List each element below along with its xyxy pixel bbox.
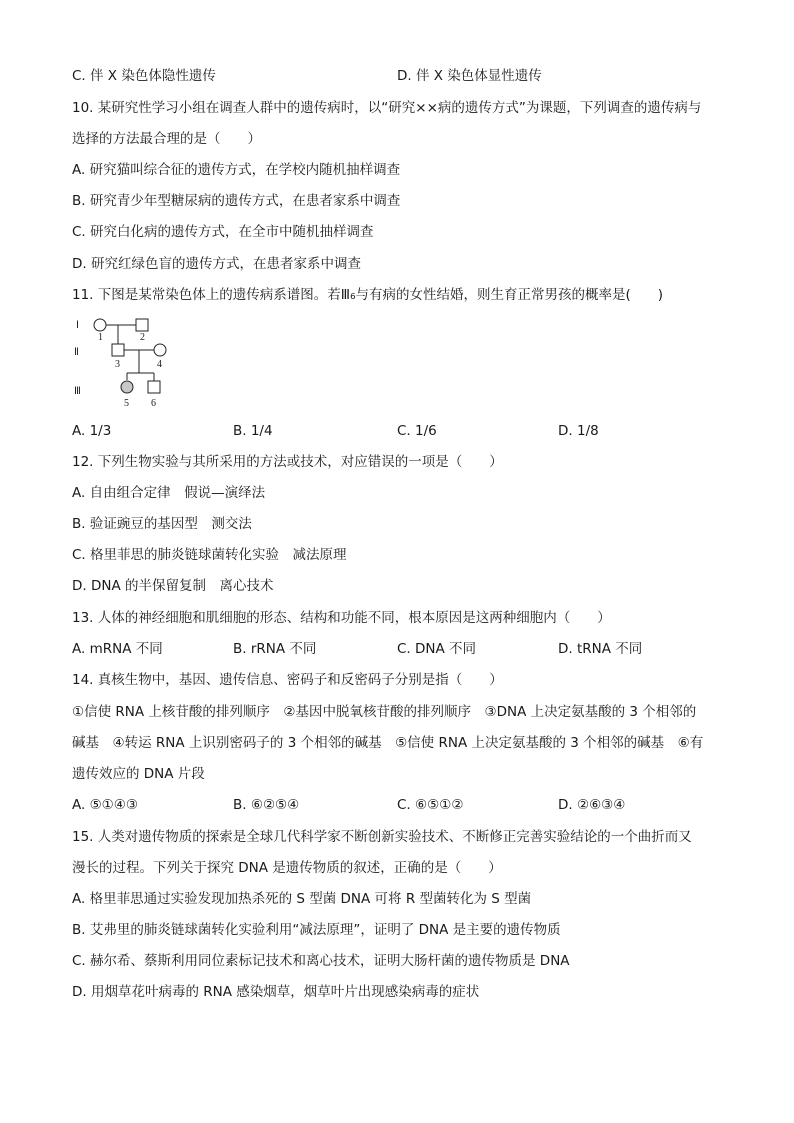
q11-option-b: B. 1/4 [233,423,273,439]
q11-stem: 11. 下图是某常染色体上的遗传病系谱图。若Ⅲ₆与有病的女性结婚，则生育正常男孩的概率是( ) [72,287,664,303]
individual-I1-female [94,319,106,331]
label-III5: 5 [124,398,129,409]
q10-stem-line1: 10. 某研究性学习小组在调查人群中的遗传病时，以“研究××病的遗传方式”为课题，下列调查的遗传病与 [72,100,702,116]
q13-option-d: D. tRNA 不同 [558,641,643,657]
q13-option-a: A. mRNA 不同 [72,641,163,657]
label-I1: 1 [98,332,103,343]
q14-option-a: A. ⑤①④③ [72,797,138,813]
q12-option-b: B. 验证豌豆的基因型 测交法 [72,516,252,532]
pedigree-chart [70,313,190,413]
gen-label-3: Ⅲ [74,386,81,397]
q9-option-c: C. 伴 X 染色体隐性遗传 [72,68,216,84]
q12-option-d: D. DNA 的半保留复制 离心技术 [72,578,274,594]
q14-items-line3: 遗传效应的 DNA 片段 [72,766,205,782]
q10-option-d: D. 研究红绿色盲的遗传方式，在患者家系中调查 [72,256,361,272]
q15-stem-line1: 15. 人类对遗传物质的探索是全球几代科学家不断创新实验技术、不断修正完善实验结论的一个曲折而又 [72,829,692,845]
q14-option-b: B. ⑥②⑤④ [233,797,300,813]
individual-I2-male [136,319,148,331]
q13-option-b: B. rRNA 不同 [233,641,317,657]
gen-label-2: Ⅱ [74,347,79,358]
label-I2: 2 [140,332,145,343]
q12-option-a: A. 自由组合定律 假说—演绎法 [72,485,266,501]
q14-option-d: D. ②⑥③④ [558,797,626,813]
individual-III6-male [148,381,160,393]
q11-option-c: C. 1/6 [397,423,437,439]
q14-option-c: C. ⑥⑤①② [397,797,464,813]
label-II4: 4 [157,359,162,370]
q15-option-a: A. 格里菲思通过实验发现加热杀死的 S 型菌 DNA 可将 R 型菌转化为 S 型菌 [72,891,532,907]
q15-option-d: D. 用烟草花叶病毒的 RNA 感染烟草，烟草叶片出现感染病毒的症状 [72,984,480,1000]
individual-II4-female [154,344,166,356]
q10-option-c: C. 研究白化病的遗传方式，在全市中随机抽样调查 [72,224,374,240]
q15-stem-line2: 漫长的过程。下列关于探究 DNA 是遗传物质的叙述，正确的是（ ） [72,860,502,876]
q14-items-line2: 碱基 ④转运 RNA 上识别密码子的 3 个相邻的碱基 ⑤信使 RNA 上决定氨基酸的 3 个相邻的碱基 ⑥有 [72,735,704,751]
individual-III5-affected-female [121,381,133,393]
q15-option-c: C. 赫尔希、蔡斯利用同位素标记技术和离心技术，证明大肠杆菌的遗传物质是 DNA [72,953,570,969]
q15-option-b: B. 艾弗里的肺炎链球菌转化实验利用“减法原理”，证明了 DNA 是主要的遗传物质 [72,922,561,938]
q11-option-d: D. 1/8 [558,423,599,439]
q12-stem: 12. 下列生物实验与其所采用的方法或技术，对应错误的一项是（ ） [72,454,503,470]
q14-items-line1: ①信使 RNA 上核苷酸的排列顺序 ②基因中脱氧核苷酸的排列顺序 ③DNA 上决定氨基酸的 3 个相邻的 [72,704,697,720]
q9-option-d: D. 伴 X 染色体显性遗传 [397,68,542,84]
q11-option-a: A. 1/3 [72,423,112,439]
individual-II3-male [112,344,124,356]
q14-stem: 14. 真核生物中，基因、遗传信息、密码子和反密码子分别是指（ ） [72,672,503,688]
q10-option-a: A. 研究猫叫综合征的遗传方式，在学校内随机抽样调查 [72,162,401,178]
label-III6: 6 [151,398,156,409]
q13-stem: 13. 人体的神经细胞和肌细胞的形态、结构和功能不同，根本原因是这两种细胞内（ ） [72,610,611,626]
q12-option-c: C. 格里菲思的肺炎链球菌转化实验 减法原理 [72,547,347,563]
q10-stem-line2: 选择的方法最合理的是（ ） [72,131,261,147]
q13-option-c: C. DNA 不同 [397,641,477,657]
label-II3: 3 [115,359,120,370]
q10-option-b: B. 研究青少年型糖尿病的遗传方式，在患者家系中调查 [72,193,401,209]
gen-label-1: Ⅰ [76,320,79,331]
